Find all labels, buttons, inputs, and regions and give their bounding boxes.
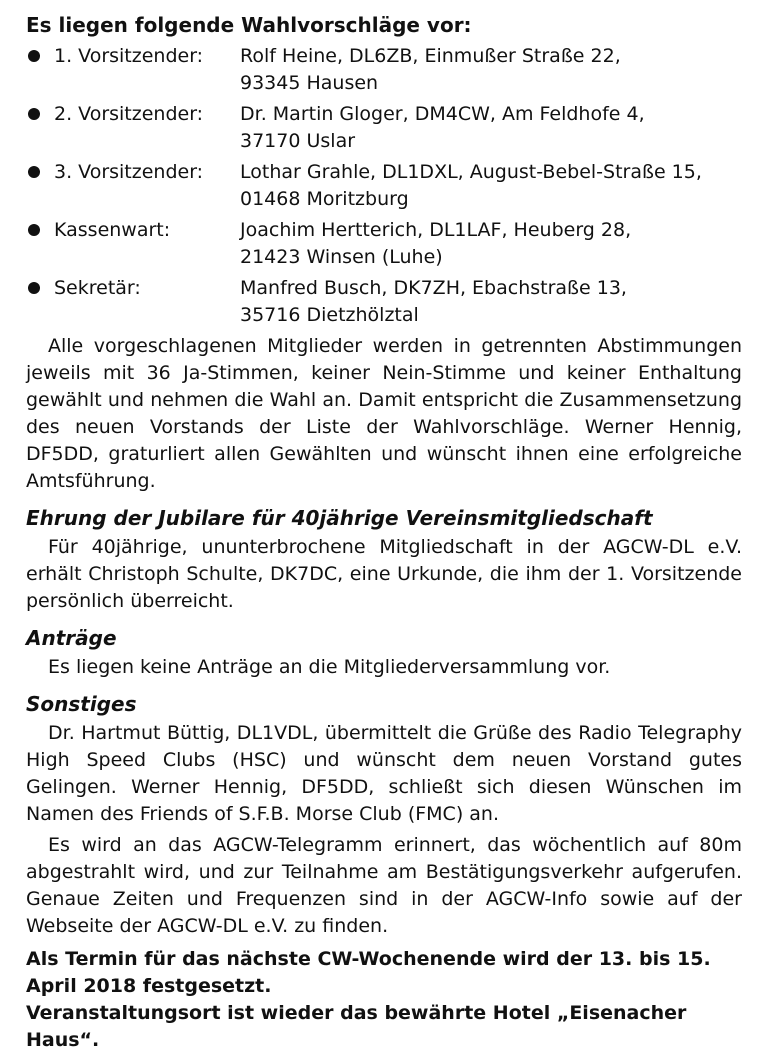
candidate-details (240, 217, 742, 271)
candidate-item (26, 159, 742, 213)
candidate-role: 2. Vorsitzender: (54, 103, 204, 125)
section-heading-misc: Sonstiges (26, 692, 137, 716)
candidate-postal-city: 01468 Moritzburg (240, 188, 409, 210)
candidate-postal-city: 35716 Dietzhölztal (240, 304, 419, 326)
bullet-icon (28, 224, 40, 236)
candidate-list (26, 43, 742, 329)
motions-paragraph: Es liegen keine Anträge an die Mitgliederversammlung vor. (48, 656, 611, 678)
candidate-details (240, 275, 742, 329)
candidate-item (26, 43, 742, 97)
section-heading-motions: Anträge (26, 626, 117, 650)
candidate-item (26, 275, 742, 329)
candidate-name-address: Lothar Grahle, DL1DXL, August-Bebel-Straße 15, (240, 161, 702, 183)
candidate-details (240, 159, 742, 213)
candidate-name-address: Rolf Heine, DL6ZB, Einmußer Straße 22, (240, 45, 621, 67)
section-heading-honors: Ehrung der Jubilare für 40jährige Vereinsmitgliedschaft (26, 506, 653, 530)
bullet-icon (28, 50, 40, 62)
candidate-postal-city: 37170 Uslar (240, 130, 356, 152)
candidate-name-address: Manfred Busch, DK7ZH, Ebachstraße 13, (240, 277, 627, 299)
bullet-icon (28, 166, 40, 178)
candidate-role: 1. Vorsitzender: (54, 45, 204, 67)
candidate-details (240, 43, 742, 97)
misc-paragraph-greetings: Dr. Hartmut Büttig, DL1VDL, übermittelt die Grüße des Radio Telegraphy High Speed Clubs (HSC) und wünscht dem neuen Vorstand gutes Gelingen. Werner Hennig, DF5DD, schließt sich diesen Wünschen im Namen des Friends of S.F.B. Morse Club (FMC) an. (26, 722, 742, 825)
bullet-icon (28, 108, 40, 120)
proposals-heading: Es liegen folgende Wahlvorschläge vor: (26, 13, 472, 37)
venue-announcement: Veranstaltungsort ist wieder das bewährte Hotel „Eisenacher Haus“. (26, 1002, 687, 1051)
honors-paragraph: Für 40jährige, ununterbrochene Mitgliedschaft in der AGCW-DL e.V. erhält Christoph Schulte, DK7DC, eine Urkunde, die ihm der 1. Vorsitzende persönlich überreicht. (26, 536, 742, 612)
candidate-role: Sekretär: (54, 277, 141, 299)
election-result-paragraph: Alle vorgeschlagenen Mitglieder werden in getrennten Abstimmungen jeweils mit 36 Ja-Stimmen, keiner Nein-Stimme und keiner Enthaltung gewählt und nehmen die Wahl an. Damit entspricht die Zusammensetzung des neuen Vorstands der Liste der Wahlvorschläge. Werner Hennig, DF5DD, graturliert allen Gewählten und wünscht ihnen eine erfolgreiche Amtsführung. (26, 335, 742, 492)
candidate-name-address: Joachim Hertterich, DL1LAF, Heuberg 28, (240, 219, 632, 241)
candidate-postal-city: 93345 Hausen (240, 72, 379, 94)
candidate-details (240, 101, 742, 155)
candidate-postal-city: 21423 Winsen (Luhe) (240, 246, 443, 268)
bullet-icon (28, 282, 40, 294)
misc-paragraph-telegram: Es wird an das AGCW-Telegramm erinnert, das wöchentlich auf 80m abgestrahlt wird, und zur Teilnahme am Bestätigungsverkehr aufgerufen. Genaue Zeiten und Frequenzen sind in der AGCW-Info sowie auf der Webseite der AGCW-DL e.V. zu finden. (26, 834, 742, 937)
candidate-role: 3. Vorsitzender: (54, 161, 204, 183)
candidate-item (26, 217, 742, 271)
next-weekend-announcement: Als Termin für das nächste CW-Wochenende wird der 13. bis 15. April 2018 festgesetzt. (26, 948, 711, 997)
candidate-item (26, 101, 742, 155)
candidate-role: Kassenwart: (54, 219, 171, 241)
candidate-name-address: Dr. Martin Gloger, DM4CW, Am Feldhofe 4, (240, 103, 645, 125)
